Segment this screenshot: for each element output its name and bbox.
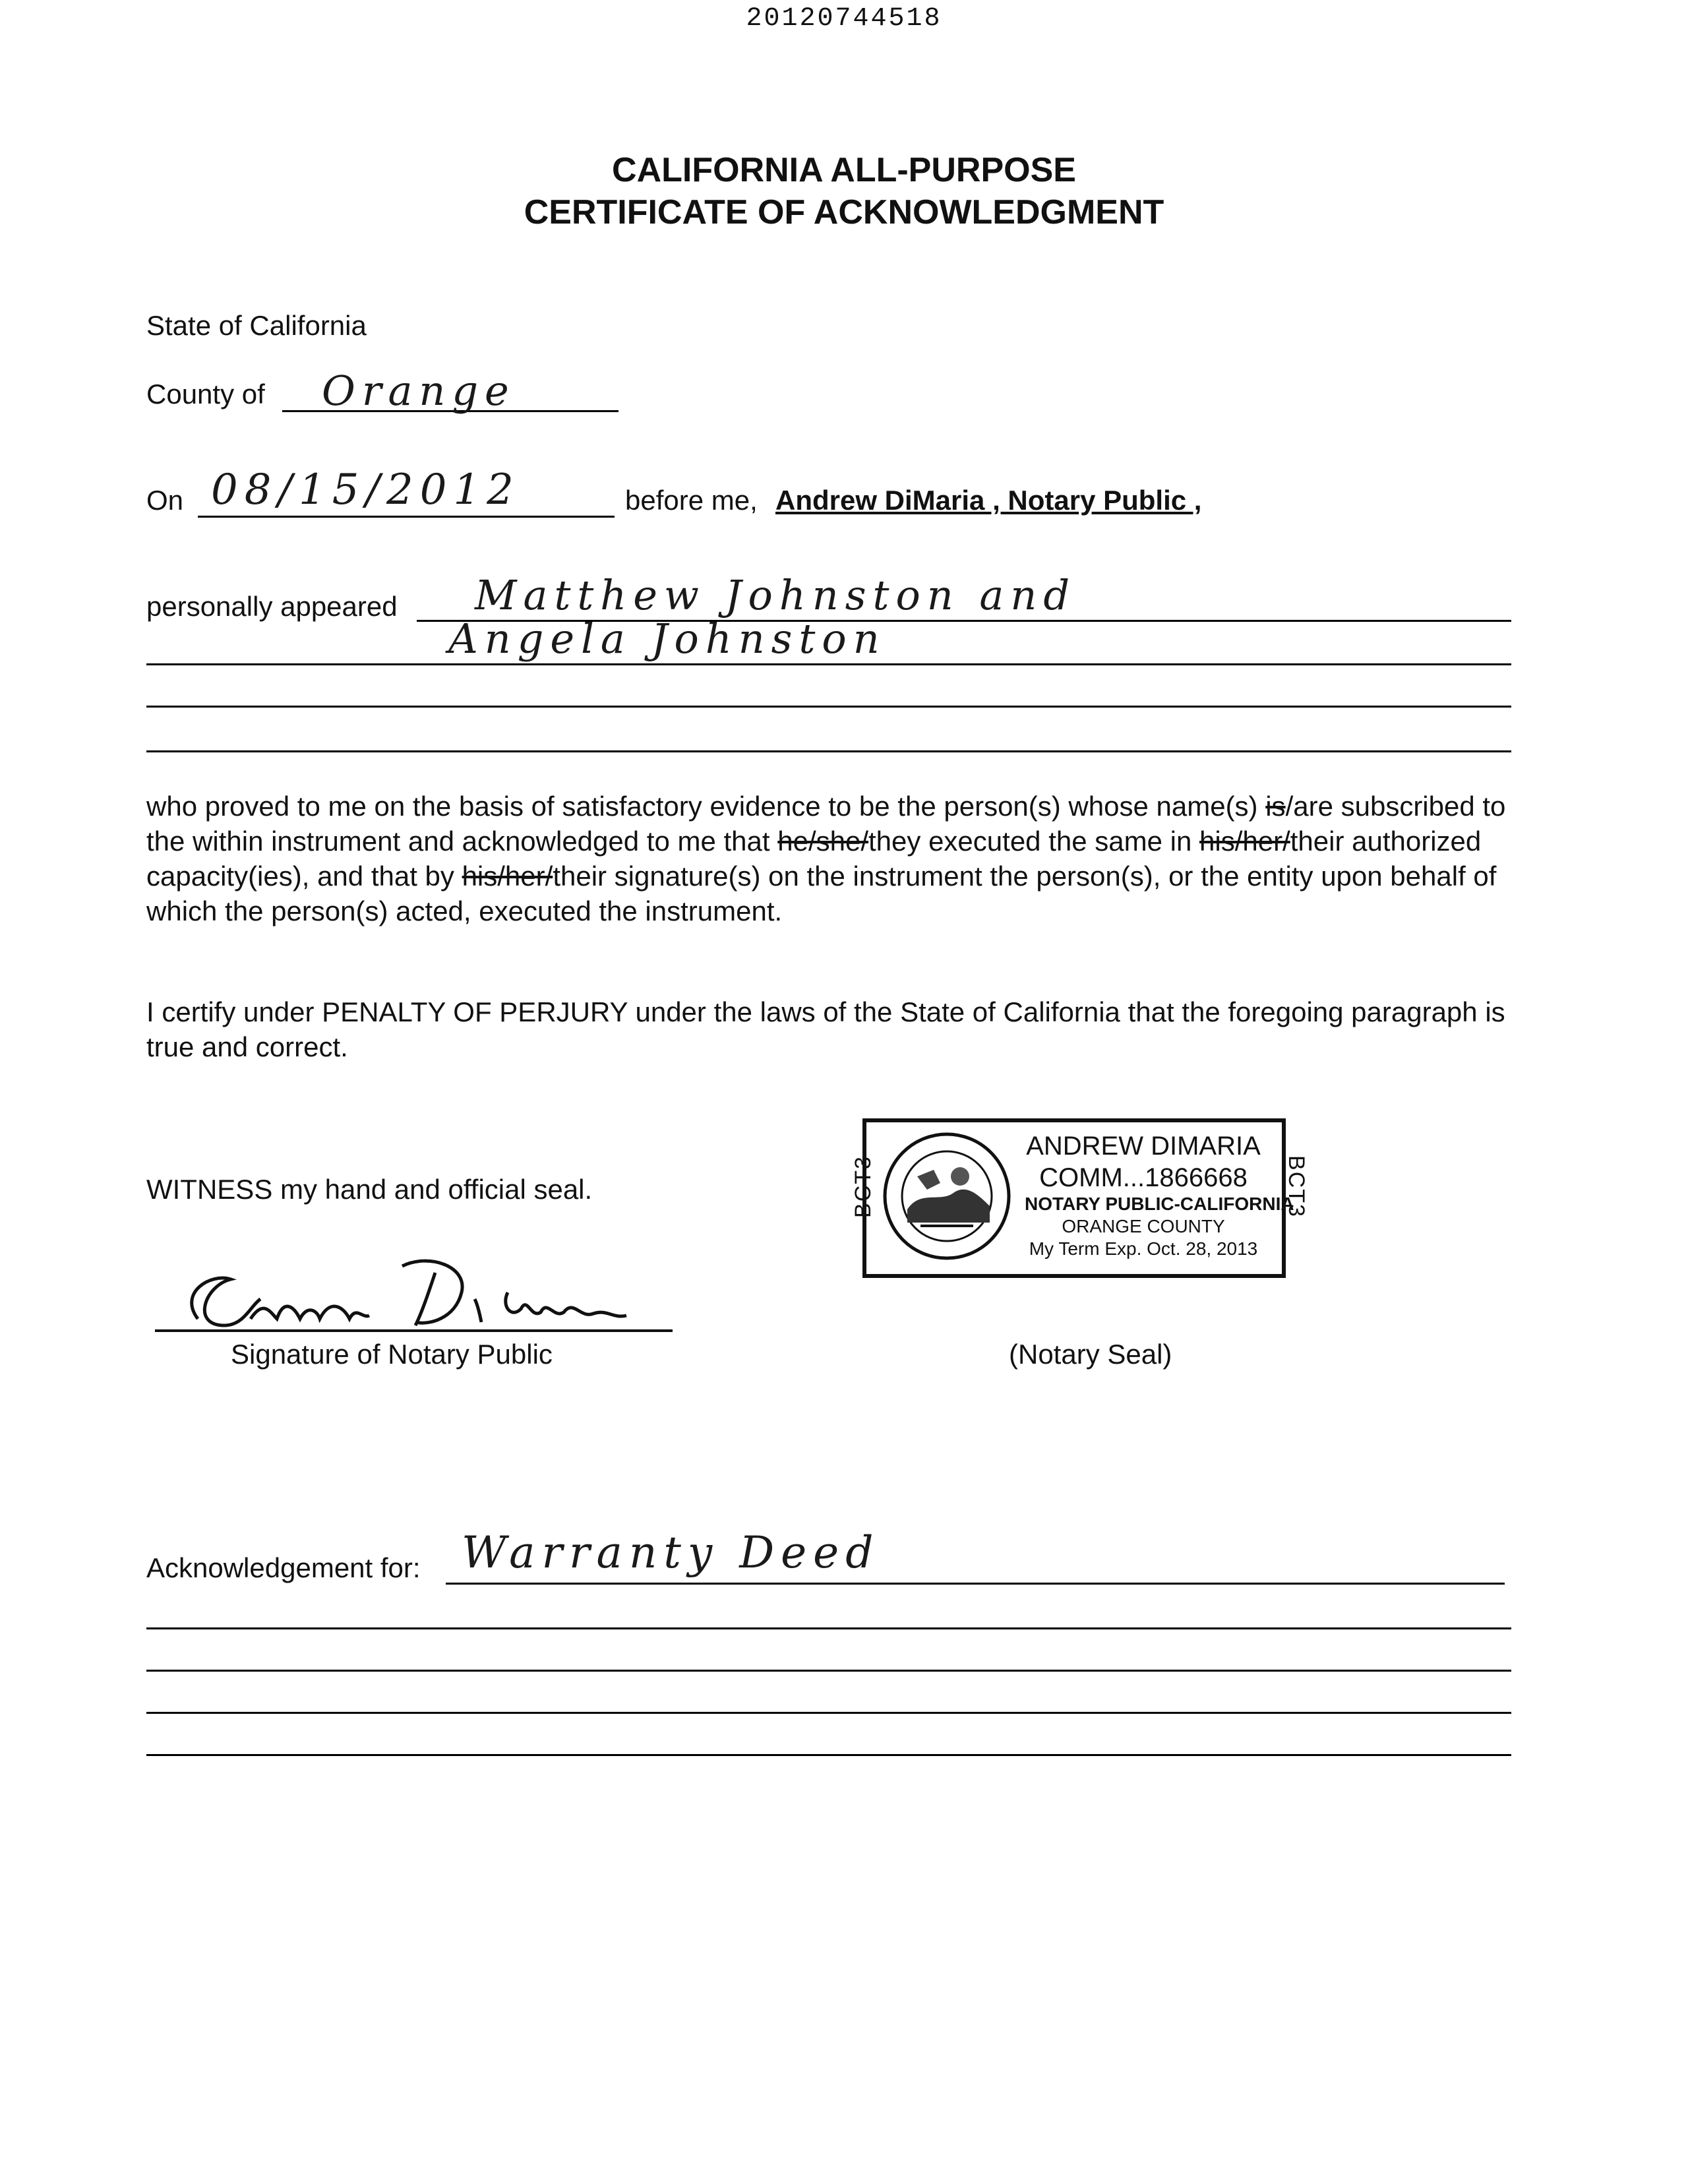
date-line xyxy=(198,516,615,518)
seal-name: ANDREW DIMARIA xyxy=(1026,1132,1261,1161)
paragraph-text-4: their authorized capacity(ies), and that by xyxy=(146,826,1482,892)
paragraph-text-5: their signature(s) on the instrument the person(s), or the entity upon behalf of which the person(s) acted, executed the instrument. xyxy=(146,861,1497,926)
date-value: 08/15/2012 xyxy=(211,466,520,514)
seal-code-left: BCT3 xyxy=(850,1155,876,1218)
acknowledgement-line-4 xyxy=(146,1712,1511,1714)
title-line-2: CERTIFICATE OF ACKNOWLEDGMENT xyxy=(524,193,1164,231)
certify-paragraph: I certify under PENALTY OF PERJURY under the laws of the State of California that the foregoing paragraph is true and correct. xyxy=(146,996,1505,1062)
acknowledgment-paragraph xyxy=(146,789,1538,928)
notary-seal xyxy=(862,1118,1294,1278)
paragraph-text-3: they executed the same in xyxy=(868,826,1199,857)
acknowledgement-label: Acknowledgement for: xyxy=(146,1552,421,1583)
struck-his-her-2: his/her/ xyxy=(462,861,553,892)
seal-commission: COMM...1866668 xyxy=(1039,1163,1248,1192)
appeared-name-2: Angela Johnston xyxy=(448,615,886,663)
paragraph-text-1: who proved to me on the basis of satisfactory evidence to be the person(s) whose name(s) xyxy=(146,791,1266,822)
county-label: County of xyxy=(146,379,265,410)
appeared-name-1: Matthew Johnston and xyxy=(475,571,1077,619)
acknowledgement-line-3 xyxy=(146,1670,1511,1672)
county-value: Orange xyxy=(322,367,516,415)
seal-expiration: My Term Exp. Oct. 28, 2013 xyxy=(1029,1238,1258,1259)
appeared-line-3 xyxy=(146,706,1511,708)
appeared-label: personally appeared xyxy=(146,591,398,622)
acknowledgement-line-1 xyxy=(446,1583,1505,1585)
title-line-1: CALIFORNIA ALL-PURPOSE xyxy=(612,151,1076,189)
before-me-label: before me, xyxy=(625,485,758,516)
document-number: 20120744518 xyxy=(746,4,942,34)
acknowledgement-line-2 xyxy=(146,1627,1511,1629)
struck-is: is xyxy=(1265,791,1286,822)
state-label: State of California xyxy=(146,310,367,341)
acknowledgement-value: Warranty Deed xyxy=(462,1527,880,1578)
state-seal-icon xyxy=(881,1130,1013,1262)
signature-caption: Signature of Notary Public xyxy=(231,1339,553,1370)
appeared-line-4 xyxy=(146,750,1511,752)
seal-code-right: BCT3 xyxy=(1283,1155,1309,1218)
seal-title: NOTARY PUBLIC-CALIFORNIA xyxy=(1025,1194,1294,1214)
paragraph-text-2: /are subscribed to the within instrument and acknowledged to me that xyxy=(146,791,1506,857)
on-label: On xyxy=(146,485,184,516)
acknowledgement-line-5 xyxy=(146,1754,1511,1756)
seal-caption: (Notary Seal) xyxy=(1009,1339,1172,1370)
seal-county: ORANGE COUNTY xyxy=(1062,1216,1225,1236)
notary-name: Andrew DiMaria , Notary Public , xyxy=(775,485,1202,516)
struck-he-she: he/she/ xyxy=(777,826,869,857)
witness-text: WITNESS my hand and official seal. xyxy=(146,1174,593,1205)
appeared-line-2 xyxy=(146,663,1511,665)
struck-his-her-1: his/her/ xyxy=(1199,826,1290,857)
